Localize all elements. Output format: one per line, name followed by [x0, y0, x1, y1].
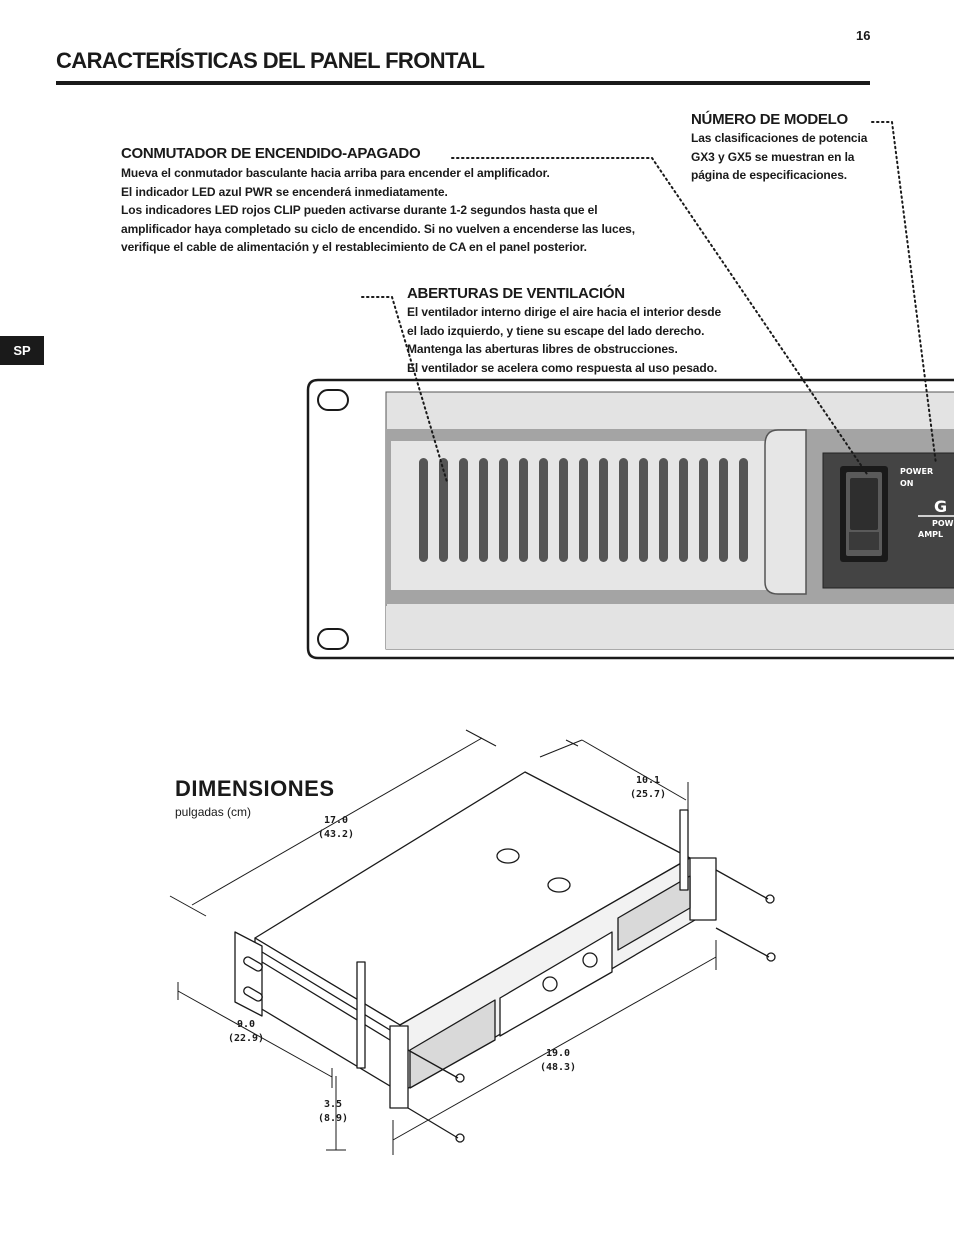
model-number-line: página de especificaciones. — [691, 168, 848, 182]
side-depth-inches: 9.0 — [236, 1019, 256, 1030]
vents-line: El ventilador interno dirige el aire hacia el interior desde — [407, 305, 722, 319]
depth-inches: 17.0 — [323, 815, 349, 826]
on-label: ON — [900, 479, 914, 488]
vents-line: El ventilador se acelera como respuesta al uso pesado. — [407, 360, 718, 375]
width-cm: (48.3) — [539, 1062, 577, 1073]
power-amp-label: POW — [932, 519, 954, 528]
language-tab: SP — [0, 336, 44, 365]
height-cm: (8.9) — [317, 1113, 349, 1124]
model-number-line: Las clasificaciones de potencia — [691, 131, 868, 145]
page-title: CARACTERÍSTICAS DEL PANEL FRONTAL — [56, 48, 485, 73]
depth-cm: (43.2) — [317, 829, 355, 840]
power-label: POWER — [900, 467, 934, 476]
model-letter: G — [934, 497, 948, 516]
dimensions-units: pulgadas (cm) — [175, 805, 252, 819]
rack-depth-cm: (25.7) — [629, 789, 667, 800]
amplifier-label: AMPL — [918, 530, 944, 539]
rack-depth-inches: 10.1 — [635, 775, 661, 786]
model-number-heading: NÚMERO DE MODELO — [691, 111, 848, 128]
depth-dimension — [310, 814, 362, 842]
page-number: 16 — [856, 28, 871, 43]
power-switch-line: Los indicadores LED rojos CLIP pueden activarse durante 1-2 segundos hasta que el — [121, 203, 598, 217]
side-depth-dimension — [220, 1018, 272, 1046]
vents-line: Mantenga las aberturas libres de obstrucciones. — [407, 342, 678, 356]
height-dimension — [307, 1098, 359, 1126]
width-inches: 19.0 — [545, 1048, 571, 1059]
vents-line: el lado izquierdo, y tiene su escape del lado derecho. — [407, 323, 705, 338]
model-number-line: GX3 y GX5 se muestran en la — [691, 149, 855, 164]
power-switch-line: verifique el cable de alimentación y el restablecimiento de CA en el panel posterior. — [121, 240, 587, 254]
vents-heading: ABERTURAS DE VENTILACIÓN — [407, 285, 625, 302]
power-switch-line: Mueva el conmutador basculante hacia arriba para encender el amplificador. — [121, 166, 550, 180]
width-dimension — [532, 1047, 584, 1075]
power-switch-heading: CONMUTADOR DE ENCENDIDO-APAGADO — [121, 145, 421, 162]
rack-depth-dimension — [622, 774, 674, 802]
dimensions-title: DIMENSIONES — [175, 776, 335, 801]
height-inches: 3.5 — [323, 1099, 343, 1110]
power-switch-line: amplificador haya completado su ciclo de encendido. Si no vuelven a encenderse las luces, — [121, 221, 635, 236]
power-switch-line: El indicador LED azul PWR se encenderá inmediatamente. — [121, 184, 448, 199]
side-depth-cm: (22.9) — [227, 1033, 265, 1044]
